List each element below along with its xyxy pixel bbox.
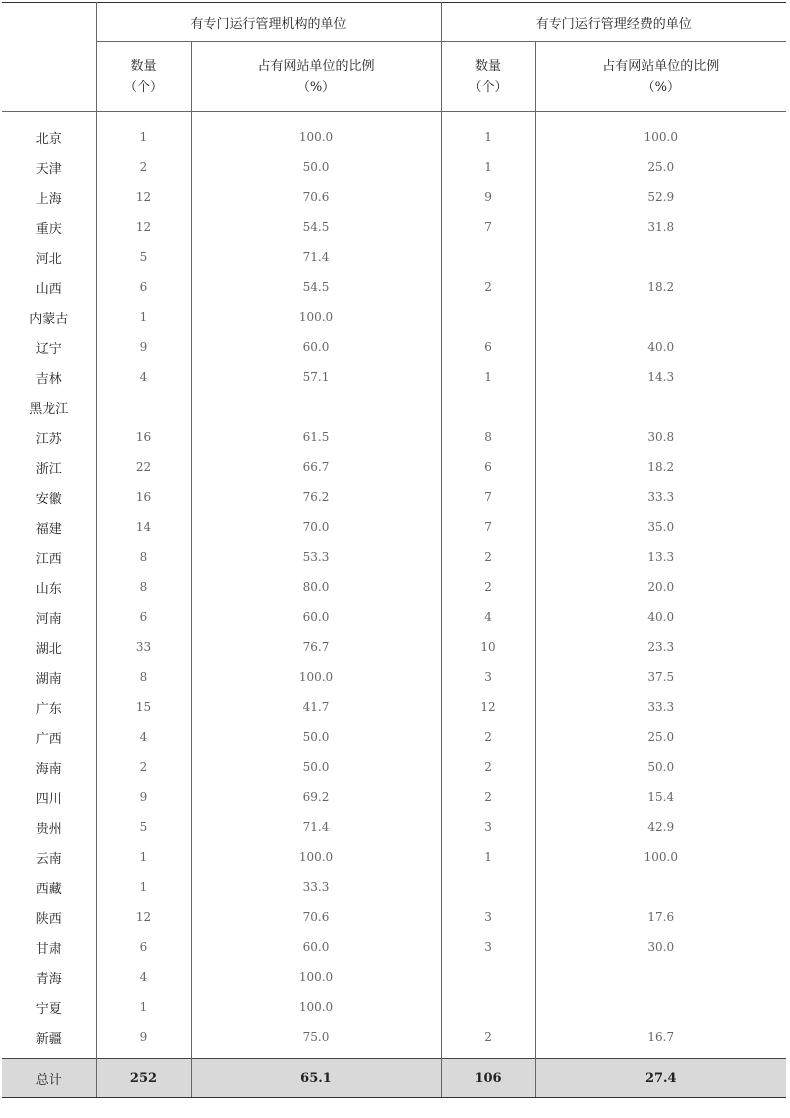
province-cell: 吉林 bbox=[35, 371, 62, 387]
org-ratio-cell: 66.7 bbox=[191, 452, 441, 482]
fund-count-cell: 3 bbox=[441, 812, 535, 842]
fund-count-cell bbox=[441, 992, 535, 1022]
org-count-cell: 1 bbox=[96, 842, 191, 872]
fund-ratio-cell bbox=[535, 392, 786, 422]
org-ratio-cell: 41.7 bbox=[191, 692, 441, 722]
org-count-cell: 33 bbox=[96, 632, 191, 662]
province-cell: 山西 bbox=[35, 281, 62, 297]
table-row bbox=[2, 992, 786, 1022]
fund-count-header bbox=[441, 42, 535, 112]
table-row bbox=[2, 452, 786, 482]
province-cell: 宁夏 bbox=[35, 1001, 62, 1017]
fund-count-cell: 9 bbox=[441, 182, 535, 212]
fund-count-cell: 3 bbox=[441, 662, 535, 692]
table-row bbox=[2, 392, 786, 422]
table-row bbox=[2, 692, 786, 722]
province-statistics-table bbox=[2, 2, 786, 1098]
fund-ratio-cell: 33.3 bbox=[535, 482, 786, 512]
fund-ratio-cell: 52.9 bbox=[535, 182, 786, 212]
org-count-cell: 9 bbox=[96, 332, 191, 362]
fund-count-cell bbox=[441, 872, 535, 902]
table-row bbox=[2, 112, 786, 153]
org-ratio-cell: 50.0 bbox=[191, 722, 441, 752]
org-count-header bbox=[96, 42, 191, 112]
org-count-cell: 4 bbox=[96, 962, 191, 992]
table-row bbox=[2, 932, 786, 962]
province-cell: 云南 bbox=[35, 851, 62, 867]
province-cell: 广东 bbox=[35, 701, 62, 717]
fund-count-cell: 3 bbox=[441, 902, 535, 932]
org-count-cell: 12 bbox=[96, 182, 191, 212]
fund-ratio-cell bbox=[535, 992, 786, 1022]
province-cell: 湖北 bbox=[35, 641, 62, 657]
table-row bbox=[2, 332, 786, 362]
table-row bbox=[2, 422, 786, 452]
org-ratio-cell: 60.0 bbox=[191, 932, 441, 962]
province-header-cell bbox=[2, 3, 96, 112]
fund-ratio-cell: 50.0 bbox=[535, 752, 786, 782]
province-cell: 山东 bbox=[35, 581, 62, 597]
fund-ratio-cell: 37.5 bbox=[535, 662, 786, 692]
fund-count-cell: 1 bbox=[441, 362, 535, 392]
province-cell: 重庆 bbox=[35, 221, 62, 237]
table-row bbox=[2, 1022, 786, 1059]
ratio-label: 占有网站单位的比例 bbox=[257, 58, 375, 74]
province-cell: 福建 bbox=[35, 521, 62, 537]
province-cell: 四川 bbox=[35, 791, 62, 807]
org-ratio-cell: 100.0 bbox=[191, 962, 441, 992]
org-count-cell: 1 bbox=[96, 992, 191, 1022]
province-cell: 西藏 bbox=[35, 881, 62, 897]
fund-count-cell: 7 bbox=[441, 212, 535, 242]
org-ratio-cell: 70.6 bbox=[191, 182, 441, 212]
fund-count-cell: 8 bbox=[441, 422, 535, 452]
total-row bbox=[2, 1059, 786, 1098]
fund-ratio-cell bbox=[535, 242, 786, 272]
fund-ratio-cell: 25.0 bbox=[535, 152, 786, 182]
org-ratio-cell: 70.0 bbox=[191, 512, 441, 542]
org-count-cell: 12 bbox=[96, 212, 191, 242]
table-header bbox=[2, 3, 786, 112]
total-label: 总计 bbox=[2, 1059, 96, 1098]
total-fund-count: 106 bbox=[441, 1059, 535, 1098]
org-count-cell: 14 bbox=[96, 512, 191, 542]
fund-count-cell: 2 bbox=[441, 722, 535, 752]
org-ratio-cell: 76.2 bbox=[191, 482, 441, 512]
count-unit: （个） bbox=[468, 79, 508, 95]
province-cell: 海南 bbox=[35, 761, 62, 777]
table-row bbox=[2, 662, 786, 692]
org-count-cell: 16 bbox=[96, 482, 191, 512]
province-cell: 安徽 bbox=[35, 491, 62, 507]
fund-ratio-cell: 20.0 bbox=[535, 572, 786, 602]
fund-ratio-cell: 33.3 bbox=[535, 692, 786, 722]
province-cell: 江苏 bbox=[35, 431, 62, 447]
org-ratio-cell: 100.0 bbox=[191, 842, 441, 872]
fund-count-cell: 2 bbox=[441, 1022, 535, 1059]
table-row bbox=[2, 242, 786, 272]
org-count-cell: 1 bbox=[96, 872, 191, 902]
fund-count-cell: 2 bbox=[441, 272, 535, 302]
org-ratio-cell: 50.0 bbox=[191, 152, 441, 182]
fund-count-cell: 2 bbox=[441, 752, 535, 782]
org-count-cell: 9 bbox=[96, 782, 191, 812]
org-ratio-cell: 76.7 bbox=[191, 632, 441, 662]
table-row bbox=[2, 212, 786, 242]
fund-count-cell: 1 bbox=[441, 842, 535, 872]
province-cell: 河南 bbox=[35, 611, 62, 627]
org-count-cell bbox=[96, 392, 191, 422]
province-cell: 辽宁 bbox=[35, 341, 62, 357]
ratio-label: 占有网站单位的比例 bbox=[602, 58, 720, 74]
org-count-cell: 6 bbox=[96, 272, 191, 302]
fund-count-cell: 7 bbox=[441, 512, 535, 542]
fund-ratio-header bbox=[535, 42, 786, 112]
province-cell: 天津 bbox=[35, 161, 62, 177]
province-cell: 甘肃 bbox=[35, 941, 62, 957]
fund-ratio-cell: 23.3 bbox=[535, 632, 786, 662]
total-fund-ratio: 27.4 bbox=[535, 1059, 786, 1098]
org-count-cell: 6 bbox=[96, 932, 191, 962]
org-ratio-cell: 71.4 bbox=[191, 812, 441, 842]
fund-count-cell: 2 bbox=[441, 782, 535, 812]
org-ratio-cell: 100.0 bbox=[191, 662, 441, 692]
org-ratio-header bbox=[191, 42, 441, 112]
province-cell: 新疆 bbox=[35, 1031, 62, 1047]
table-body bbox=[2, 112, 786, 1059]
province-cell: 江西 bbox=[35, 551, 62, 567]
fund-ratio-cell: 100.0 bbox=[535, 112, 786, 153]
fund-count-cell: 1 bbox=[441, 112, 535, 153]
fund-ratio-cell: 17.6 bbox=[535, 902, 786, 932]
fund-ratio-cell: 100.0 bbox=[535, 842, 786, 872]
fund-ratio-cell bbox=[535, 872, 786, 902]
fund-count-cell bbox=[441, 302, 535, 332]
table-row bbox=[2, 902, 786, 932]
org-count-cell: 2 bbox=[96, 152, 191, 182]
province-cell: 北京 bbox=[35, 131, 62, 147]
province-cell: 黑龙江 bbox=[29, 401, 69, 417]
org-ratio-cell: 60.0 bbox=[191, 602, 441, 632]
org-count-cell: 2 bbox=[96, 752, 191, 782]
group-header-management-funds: 有专门运行管理经费的单位 bbox=[441, 3, 786, 42]
fund-ratio-cell bbox=[535, 302, 786, 332]
fund-ratio-cell: 18.2 bbox=[535, 452, 786, 482]
org-ratio-cell: 54.5 bbox=[191, 212, 441, 242]
org-count-cell: 5 bbox=[96, 812, 191, 842]
fund-ratio-cell: 30.8 bbox=[535, 422, 786, 452]
org-count-cell: 12 bbox=[96, 902, 191, 932]
province-cell: 贵州 bbox=[35, 821, 62, 837]
fund-ratio-cell: 25.0 bbox=[535, 722, 786, 752]
table-row bbox=[2, 542, 786, 572]
ratio-unit: （%） bbox=[296, 79, 336, 95]
fund-count-cell bbox=[441, 962, 535, 992]
fund-ratio-cell: 42.9 bbox=[535, 812, 786, 842]
org-count-cell: 1 bbox=[96, 112, 191, 153]
fund-ratio-cell: 40.0 bbox=[535, 332, 786, 362]
org-ratio-cell: 100.0 bbox=[191, 302, 441, 332]
fund-ratio-cell: 14.3 bbox=[535, 362, 786, 392]
table-row bbox=[2, 302, 786, 332]
fund-ratio-cell: 40.0 bbox=[535, 602, 786, 632]
org-ratio-cell: 53.3 bbox=[191, 542, 441, 572]
province-cell: 青海 bbox=[35, 971, 62, 987]
fund-count-cell bbox=[441, 242, 535, 272]
org-count-cell: 4 bbox=[96, 362, 191, 392]
table-row bbox=[2, 152, 786, 182]
table-row bbox=[2, 362, 786, 392]
org-count-cell: 6 bbox=[96, 602, 191, 632]
fund-ratio-cell: 15.4 bbox=[535, 782, 786, 812]
fund-count-cell: 3 bbox=[441, 932, 535, 962]
org-ratio-cell: 80.0 bbox=[191, 572, 441, 602]
org-count-cell: 8 bbox=[96, 542, 191, 572]
total-org-count: 252 bbox=[96, 1059, 191, 1098]
fund-ratio-cell bbox=[535, 962, 786, 992]
org-ratio-cell: 61.5 bbox=[191, 422, 441, 452]
group-header-management-org: 有专门运行管理机构的单位 bbox=[96, 3, 441, 42]
ratio-unit: （%） bbox=[641, 79, 680, 95]
org-ratio-cell: 70.6 bbox=[191, 902, 441, 932]
table-row bbox=[2, 512, 786, 542]
province-cell: 湖南 bbox=[35, 671, 62, 687]
table-row bbox=[2, 722, 786, 752]
table-row bbox=[2, 752, 786, 782]
fund-count-cell: 4 bbox=[441, 602, 535, 632]
province-cell: 内蒙古 bbox=[29, 311, 69, 327]
org-ratio-cell: 57.1 bbox=[191, 362, 441, 392]
fund-count-cell: 10 bbox=[441, 632, 535, 662]
fund-count-cell: 6 bbox=[441, 332, 535, 362]
table-row bbox=[2, 872, 786, 902]
org-ratio-cell: 100.0 bbox=[191, 112, 441, 153]
org-count-cell: 16 bbox=[96, 422, 191, 452]
fund-count-cell: 1 bbox=[441, 152, 535, 182]
fund-count-cell bbox=[441, 392, 535, 422]
province-cell: 河北 bbox=[35, 251, 62, 267]
table-row bbox=[2, 182, 786, 212]
province-cell: 上海 bbox=[35, 191, 62, 207]
province-cell: 浙江 bbox=[35, 461, 62, 477]
count-unit: （个） bbox=[123, 79, 163, 95]
fund-count-cell: 12 bbox=[441, 692, 535, 722]
table-row bbox=[2, 272, 786, 302]
table-row bbox=[2, 782, 786, 812]
org-count-cell: 15 bbox=[96, 692, 191, 722]
count-label: 数量 bbox=[475, 58, 502, 74]
fund-ratio-cell: 35.0 bbox=[535, 512, 786, 542]
org-ratio-cell: 54.5 bbox=[191, 272, 441, 302]
org-count-cell: 8 bbox=[96, 662, 191, 692]
org-ratio-cell: 69.2 bbox=[191, 782, 441, 812]
org-ratio-cell: 100.0 bbox=[191, 992, 441, 1022]
table-row bbox=[2, 962, 786, 992]
fund-ratio-cell: 16.7 bbox=[535, 1022, 786, 1059]
fund-count-cell: 2 bbox=[441, 542, 535, 572]
org-count-cell: 8 bbox=[96, 572, 191, 602]
org-ratio-cell bbox=[191, 392, 441, 422]
province-cell: 陕西 bbox=[35, 911, 62, 927]
org-ratio-cell: 50.0 bbox=[191, 752, 441, 782]
table-row bbox=[2, 602, 786, 632]
total-org-ratio: 65.1 bbox=[191, 1059, 441, 1098]
table-row bbox=[2, 482, 786, 512]
province-cell: 广西 bbox=[35, 731, 62, 747]
org-ratio-cell: 75.0 bbox=[191, 1022, 441, 1059]
org-count-cell: 1 bbox=[96, 302, 191, 332]
fund-ratio-cell: 30.0 bbox=[535, 932, 786, 962]
org-ratio-cell: 60.0 bbox=[191, 332, 441, 362]
fund-ratio-cell: 31.8 bbox=[535, 212, 786, 242]
org-count-cell: 5 bbox=[96, 242, 191, 272]
table-row bbox=[2, 572, 786, 602]
org-count-cell: 4 bbox=[96, 722, 191, 752]
table-row bbox=[2, 632, 786, 662]
fund-count-cell: 6 bbox=[441, 452, 535, 482]
table-row bbox=[2, 842, 786, 872]
count-label: 数量 bbox=[130, 58, 157, 74]
org-count-cell: 9 bbox=[96, 1022, 191, 1059]
fund-ratio-cell: 13.3 bbox=[535, 542, 786, 572]
table-row bbox=[2, 812, 786, 842]
fund-count-cell: 7 bbox=[441, 482, 535, 512]
org-ratio-cell: 33.3 bbox=[191, 872, 441, 902]
fund-ratio-cell: 18.2 bbox=[535, 272, 786, 302]
org-count-cell: 22 bbox=[96, 452, 191, 482]
fund-count-cell: 2 bbox=[441, 572, 535, 602]
org-ratio-cell: 71.4 bbox=[191, 242, 441, 272]
